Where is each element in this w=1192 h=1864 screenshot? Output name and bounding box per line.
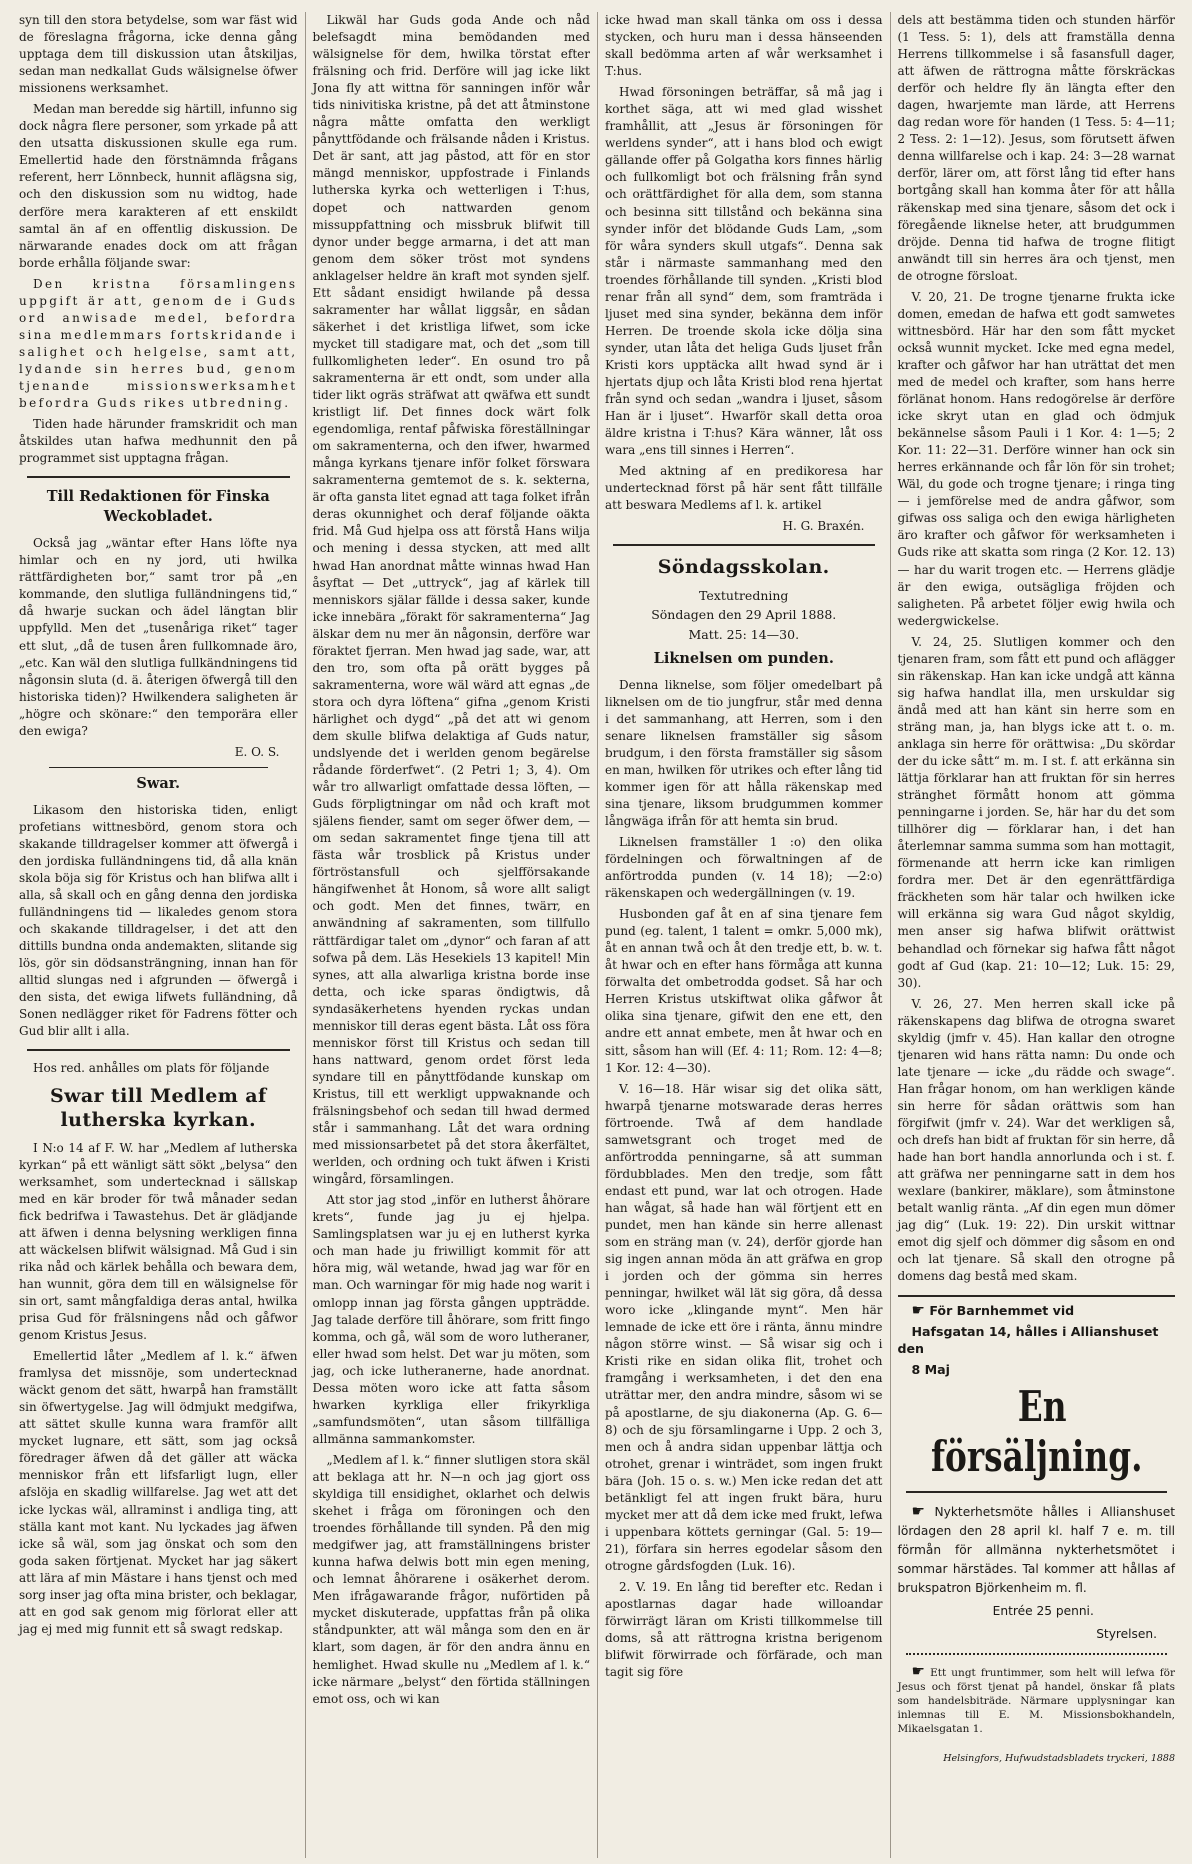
section-divider	[906, 1491, 1168, 1493]
column-2	[305, 12, 598, 1858]
section-divider	[27, 476, 290, 478]
section-heading: Swar till Medlem af lutherska kyrkan.	[49, 1084, 267, 1131]
pointing-hand-icon: ☛	[911, 1301, 925, 1320]
paragraph: Denna liknelse, som följer omedelbart på liknelsen om de tio jungfrur, står med denna i det sammanhang, att Herren, som i den senare liknelsen framställer sig såsom brudgum, i den första framställer sig såsom en man, hwilken för utrikes och efter lång tid kommer igen för att hålla räkenskap med sina tjenare, liksom brudgummen kommer långwäga ifrån för att hemta sin brud.	[605, 677, 883, 828]
paragraph: syn till den stora betydelse, som war fäst wid de föreslagna frågorna, icke denna gång upptaga dem till diskussion utan åtskiljas, sedan man nedkallat Guds wälsignelse öfwer missionens werksamhet.	[19, 13, 298, 96]
paragraph: V. 24, 25. Slutligen kommer och den tjenaren fram, som fått ett pund och aflägger sin räkenskap. Han kan icke undgå att känna sig hafwa handlat illa, men urskuldar sig ändå med att han känt sin herre som en sträng man, ja, han blygs icke att t. o. m. anklaga sin herre för orättwisa: „Du skördar der du icke sått“ m. m. I st. f. att erkänna sin lättja förklarar han att fruktan för sin herres stränghet förmått honom att gömma penningarne i jorden. Se, här har du det som tillhörer dig — förklarar han, i det han återlemnar samma summa som han mottagit, förmenande att herrn icke kan rimligen fordra mer. Det är den egenrättfärdiga fräckheten som här talar och hwilken icke will erkänna sig wara Gud något skyldig, men anser sig hafwa blifwit orättwist behandlad och förnekar sig hafwa fått något godt af Gud (kap. 21: 10—12; Luk. 15: 29, 30).	[897, 634, 1175, 990]
letter-text: Också jag „wäntar efter Hans löfte nya himlar och en ny jord, uti hwilka rättfärdigheten bor,“ samt tror på „en kommande, den slutliga fulländningens tid,“ då hwarje suckan och ädel längtan blir uppfylld. Men det „tusenåriga riket“ tager ett slut, „då de tusen åren fullkomnade äro, „etc. Kan wäl den slutliga fullkändningens tid någonsin sluta (d. ä. återigen öfwergå till den historiska tiden)? Hwilkendera saligheten är „högre och skönare:“ den temporära eller den ewiga?	[19, 536, 298, 738]
section-heading: Söndagsskolan.	[657, 556, 830, 579]
resolution-text: Den kristna församlingens uppgift är att, genom de i Guds ord anwisade medel, befordra sina medlemmars fortskridande i salighet och helgelse, samt att, lydande sin herres bud, genom tjenande missionswerksamhet befordra Guds rikes utbredning.	[19, 276, 298, 411]
meeting-body: Nykterhetsmöte hålles i Allianshuset lördagen den 28 april kl. half 7 e. m. till förmån för allmänna nykterhetsmötet i sommar härstädes. Tal kommer att hållas af brukspatron Björkenheim m. fl.	[897, 1505, 1175, 1596]
dotted-divider	[906, 1653, 1168, 1655]
column-1	[12, 12, 305, 1858]
ad-line: Hafsgatan 14, hålles i Allianshuset den	[897, 1324, 1159, 1357]
scripture-reference: Matt. 25: 14—30.	[688, 626, 800, 642]
paragraph: Liknelsen framställer 1 :o) den olika fördelningen och förwaltningen af de anförtrodda punden (v. 14 18); —2:o) räkenskapen och wedergällningen (v. 19.	[605, 834, 883, 901]
section-heading: Till Redaktionen för Finska Weckobladet.	[46, 488, 270, 526]
date-line: Söndagen den 29 April 1888.	[651, 607, 837, 623]
pointing-hand-icon: ☛	[911, 1502, 925, 1521]
paragraph: Att stor jag stod „inför en lutherst åhörare krets“, funde jag ju ej hjelpa. Samlingsplatsen war ju ej en lutherst kyrka och man hade ju friwilligt kommit för att höra mig, wäl wetande, hwad jag war för en man. Och warningar för mig hade nog warit i omlopp innan jag första gången uppträdde. Jag talade derföre till åhörare, som fritt fingo komma, och gå, wäl som de woro lutheraner, eller hwad som helst. Det war ju möten, som jag, och icke lutheranerne, hade anordnat. Dessa möten woro icke att fatta såsom hwarken kyrkliga eller frikyrkliga „samfundsmöten“, utan såsom tillfälliga allmänna sammankomster.	[312, 1193, 590, 1446]
paragraph: V. 20, 21. De trogne tjenarne frukta icke domen, emedan de hafwa ett godt samwetes wittnesbörd. Här har den som fått mycket också wunnit mycket. Icke med egna medel, krafter och gåfwor har han uträttat det men med de medel och krafter, som hans herre förlänat honom. Hans redogörelse är derföre icke skryt utan en glad och ödmjuk bekännelse såsom Pauli i 1 Kor. 4: 1—5; 2 Kor. 11: 22—31. Derföre winner han ock sin herres erkännande och får lön för sin trohet; Wäl, du gode och trogne tjenare; i ringa ting — i jemförelse med de andra gåfwor, som gifwas oss saliga och den ewiga härligheten äro krafter och gåfwor för werksamheten i Guds rike att skatta som ringa (2 Kor. 12. 13) — har du warit trogen etc. — Herrens glädje är den ewiga, outsägliga fröjden och saligheten. På arbetet följer ewig hwila och wedergwickelse.	[897, 289, 1175, 628]
pointing-hand-icon: ☛	[911, 1662, 925, 1681]
paragraph: V. 26, 27. Men herren skall icke på räkenskapens dag blifwa de otrogna swaret skyldig (jmfr v. 45). Han kallar den otrogne tjenaren wid hans rätta namn: Du onde och late tjenare — icke „du rädde och swage“. Han frågar honom, om han werkligen kände sin herre för sådan orättwis som han förgifwit (jmfr v. 24). War det werkligen så, och drefs han bidt af fruktan för sin herre, då hade han bort handla annorlunda och i st. f. att gräfwa ner penningarne satt in dem hos wexlare (bankirer, mäklare), som åtminstone betalt wanlig ränta. „Af din egen mun dömer jag dig“ (Luk. 19: 22). Din urskit wittnar emot dig sjelf och dömmer dig såsom en ond och lat tjenare. Så skall den otrogne på domens dag bestå med skam.	[897, 996, 1175, 1284]
paragraph: Husbonden gaf åt en af sina tjenare fem pund (eg. talent, 1 talent = omkr. 5,000 mk), åt en annan twå och åt den tredje ett, b. w. t. åt hwar och en efter hans förmåga att kunna förwalta det ombetrodda godset. Så har och Herren Kristus utskiftwat olika gåfwor åt olika sina tjenare, gifwit den ene ett, den andre ett annat embete, men åt hwar och en sitt, såsom han will (Ef. 4: 11; Rom. 12: 4—8; 1 Kor. 12: 4—30).	[605, 907, 883, 1075]
paragraph: Likwäl har Guds goda Ande och nåd belefsagdt mina bemödanden med wälsignelse för dem, hwilka törstat efter frälsning och frid. Derföre will jag icke likt Jona fly att wittna för sanningen inför wår tids ninivitiska kristne, på det att åtminstone några måtte omfatta den werkligt pånyttfödande och frälsande nåden i Kristus. Det är sant, att jag påstod, att för en stor mängd menniskor, uppfostrade i Finlands lutherska kyrka och wetterligen i T:hus, dopet och nattwarden genom missuppfattning och missbruk blifwit till dynor under begge armarna, i det att man genom dem söker tröst mot syndens anklagelser heldre än kraft mot synden sjelf. Ett sådant ensidigt hwilande på dessa sakramenter har wållat liggsår, en sådan säkerhet i det kristliga lifwet, som icke mycket till stadigare mat, och det „som till fullkomligheten leder“. En osund tro på sakramenterna är ett ondt, som under alla tider likt ogräs sträfwat att qwäfwa ett sundt kristligt lif. Det finnes dock wärt folk egendomliga, rentaf påfwiska föreställningar om sakramenterna, och den ifwer, hwarmed många kyrkans tjenare inför folket förswara sakramenterna gemtemot de s. k. sekterna, är ofta gansta litet egnad att taga folket ifrån deras okunnighet och deraf följande oäkta frid. Må Gud hjelpa oss att förstå Hans wilja och mening i dessa stycken, att med allt hwad Han anordnat måtte winnas hwad Han åsyftat — Det „uttryck“, jag af kärlek till menniskors själar fällde i dessa saker, kunde icke innebära „förakt för sakramenterna“ Jag älskar dem nu mer än någonsin, derföre war föraktet fjerran. Men hwad jag sade, war, att den tro, som ofta på orätt bygges på sakramenterna, wore wäl wärd att egnas „de stora och dyra löftena“ gifna „genom Kristi härlighet och dygd“ „på det att wi genom dem skulle blifwa delaktiga af Guds natur, undslyende det i werlden genom begärelse rådande förderfwet“. (2 Petri 1; 3, 4). Om wår tro allwarligt omfattade dessa löften, — Guds förpligtningar om nåd och kraft mot själens fiender, samt om seger öfwer dem, — om sedan sakramentet finge tjena till att fästa wår trosblick på Kristus under förtröstansfull och sjelfförsakande hängifwenhet åt Honom, så wore allt saligt och godt. Men det finnes, twärr, en anwändning af sakramenten, som tillfullo rättfärdigar talet om „dynor“ och faran af att sofwa på dem. Läs Hesekiels 13 kapitel! Min synes, att alla alwarliga kristna borde inse detta, och icke sparas öndigtwis, då syndasäkerhetens hyenden ryckas undan menniskor till deras egent bästa. Låt oss föra menniskor först till Kristus och sedan till hans nattward, genom ordet först leda syndare till en pånyttfödande kunskap om Kristus, till ett werkligt uppwaknande och frälsningsbehof och sedan till hwad dermed står i sammanhang. Låt det wara ordning med missionsarbetet på det stora åkerfältet, werlden, och ordning och tukt äfwen i Kristi wingård, församlingen.	[312, 13, 590, 1187]
small-ad-body: Ett ungt fruntimmer, som helt will lefwa för Jesus och först tjenat på handel, önskar få plats som handelsbiträde. Närmare upplysningar kan inlemnas till E. M. Missionsbokhandeln, Mikaelsgatan 1.	[897, 1667, 1175, 1736]
paragraph: V. 16—18. Här wisar sig det olika sätt, hwarpå tjenarne motswarade deras herres förtroende. Twå af dem handlade samwetsgrant och troget med de anförtrodda penningarne, så att summan fördubblades. Men den tredje, som fått endast ett pund, war lat och otrogen. Hade han wågat, så hade han wäl förtjent ett en pundet, men han kände sin herre allenast som en sträng man (v. 24), derför gjorde han sig ingen annan möda än att gräfwa en grop i jorden och der gömma sin herres penningar, hwilket wäl lät sig göra, då dessa woro icke „klingande mynt“. Men här lemnade de icke ett öre i ränta, ännu mindre någon större winst. — Så wisar sig och i Kristi rike en sidan olika flit, trohet och framgång i werksamheten, i det den ena uträttar mer, den andra mindre, såsom wi se på apostlarne, de sju diakonerna (Ap. G. 6—8) och de sju församlingarne i Upp. 2 och 3, men och å andra sidan uppenbar lättja och otrohet, grenar i winträdet, som ingen frukt bära (Joh. 15 o. s. w.) Men icke redan det att betänkligt fel att ingen frukt bära, huru mycket mer att då dem icke med frukt, lefwa i uppenbara köttets gerningar (Gal. 5: 19—21), förfara sin herres egodelar såsom den otrogne gårdsfogden (Luk. 16).	[605, 1081, 883, 1573]
subheading: Textutredning	[699, 588, 789, 604]
answer-text: Likasom den historiska tiden, enligt profetians wittnesbörd, genom stora och skakande tilldragelser kommer att öfwergå i den jordiska fulländningens tid, då alla knän skola böja sig för Kristus och han blifwa allt i alla, så skall och en gång denna den jordiska fulländningens tid — likaledes genom stora och skakande tilldragelser, i det att den dittills bundna onda andemakten, slitande sig lös, gör sin dödsansträngning, innan han för alltid slungas ned i afgrunden — öfwergå i den sista, det ewiga lifwets fulländning, då Sonen nedlägger riket för Fadrens fötter och Gud blir allt i alla.	[19, 802, 298, 1039]
advertisement-bazaar	[898, 1295, 1176, 1482]
section-divider	[27, 1049, 290, 1051]
paragraph: I N:o 14 af F. W. har „Medlem af lutherska kyrkan“ på ett wänligt sätt sökt „belysa“ den werksamhet, som undertecknad i sällskap med en kär broder för twå månader sedan fick bedrifwa i Tawastehus. Det är glädjande att äfwen i denna belysning werkligen finna att wäckelsen blifwit wälsignad. Må Gud i sin rika nåd och kärlek behålla och bewara dem, han wunnit, göra dem till en wälsignelse för sin ort, samt mångfaldiga deras antal, hwilka prisa Gud för frälsningens nåd och gåfwor genom Kristus Jesus.	[19, 1140, 298, 1343]
ad-headline: En försäljning.	[930, 1382, 1143, 1482]
paragraph: icke hwad man skall tänka om oss i dessa stycken, och huru man i dessa hänseenden skall bedömma arten af wår werksamhet i T:hus.	[605, 13, 883, 79]
notice-text: Hos red. anhålles om plats för följande	[33, 1061, 270, 1076]
paragraph: 2. V. 19. En lång tid berefter etc. Redan i apostlarnas dagar hade willoandar förwirrägt läran om Kristi tillkommelse till doms, så att rättrogna kristna berigenom blifwit förwirrade och förfärade, och man tagit sig före	[605, 1579, 883, 1680]
short-divider	[49, 767, 268, 768]
signature: E. O. S.	[234, 744, 280, 759]
paragraph: Med aktning af en predikoresa har undertecknad först på här sent fått tillfälle att beswara Medlems af l. k. artikel	[605, 464, 883, 513]
paragraph: Medan man beredde sig härtill, infunno sig dock några flere personer, som yrkade på att den utsatta diskussionen skulle ega rum. Emellertid hade den förstnämnda frågans referent, herr Lönnbeck, hunnit aflägsna sig, och den diskussion som nu widtog, hade derföre mera karakteren af ett enskildt samtal än af en offentlig diskussion. De närwarande enades dock om att frågan borde erhålla följande swar:	[19, 102, 298, 270]
paragraph: „Medlem af l. k.“ finner slutligen stora skäl att beklaga att hr. N—n och jag gjort oss skyldiga till ensidighet, oklarhet och delwis skehet i fråga om föroningen och den troendes förhållande till synden. På den mig medgifwer jag, att framställningens brister kunna hafwa delwis bott min egen mening, och lemnat åhörarene i osäkerhet derom. Men ifrågawarande frågor, nuförtiden på mycket diskuterade, uppfattas från på olika ståndpunkter, att wäl många som den en är klart, som dagen, är för den andra ännu en hemlighet. Hwad skulle nu „Medlem af l. k.“ icke närmare „belyst“ den förtida ställningen emot oss, och wi kan	[312, 1452, 590, 1706]
column-3	[597, 12, 890, 1858]
ad-line	[898, 1302, 1176, 1319]
paragraph: Tiden hade härunder framskridit och man åtskildes utan hafwa medhunnit den på programmet sist upptagna frågan.	[19, 417, 298, 466]
advertisement-position-wanted	[898, 1664, 1176, 1736]
signature: H. G. Braxén.	[782, 519, 865, 534]
small-ad-text	[898, 1664, 1176, 1736]
ad-line: 8 Maj	[911, 1362, 950, 1378]
printer-imprint: Helsingfors, Hufwudstadsbladets tryckeri, 1888	[943, 1753, 1175, 1765]
column-4	[890, 12, 1183, 1858]
section-divider	[613, 544, 875, 546]
ad-line-text: För Barnhemmet vid	[929, 1303, 1075, 1319]
organizer-signature: Styrelsen.	[1096, 1627, 1157, 1642]
meeting-text	[898, 1502, 1176, 1598]
advertisement-meeting	[898, 1502, 1176, 1644]
lesson-title: Liknelsen om punden.	[653, 649, 834, 667]
paragraph: Hwad försoningen beträffar, så må jag i korthet säga, att wi med glad wisshet framhållit, att „Jesus är försoningen för werldens synder“, att i hans blod och ewigt gällande offer på Golgatha kors finnes härlig och fullkomligt bot och frälsning från synd och orättfärdighet för alla dem, som stanna och besinna sitt tillstånd och bekänna sina synder inför det blödande Guds Lam, „som för wåra synders skull utgafs“. Denna sak står i närmaste sammanhang med den troendes förhållande till synden. „Kristi blod renar från all synd“ dem, som framträda i ljuset med sina synder, bekänna dem inför Herren. De troende skola icke dölja sina synder, utan låta det heliga Guds ljuset från Kristi kors upptäcka allt hwad synd är i hjertats djup och låta Kristi blod rena hjertat från synd och sedan „wandra i ljuset, såsom Han är i ljuset“. Hwarför skall detta oroa äldre kristna i T:hus? Kära wänner, låt oss wara „ens till sinnes i Herren“.	[605, 85, 883, 458]
answer-heading: Swar.	[136, 774, 181, 792]
paragraph: dels att bestämma tiden och stunden härför (1 Tess. 5: 1), dels att framställa denna Herrens tillkommelse i så fasansfull dager, att äfwen de rättrogna måtte förskräckas derför och heldre fly än längta efter den dagen, hwarjemte man lärde, att Herrens dag redan wore för handen (1 Tess. 5: 4—11; 2 Tess. 2: 1—12). Jesus, som förutsett äfwen denna willfarelse och i kap. 24: 3—28 warnat derför, lärer om, att först lång tid efter hans bortgång skall han komma åter för att hålla räkenskap med sina tjenare, såsom det ock i föregående liknelse heter, att brudgummen dröjde. Denna tid hafwa de trogne flitigt anwändt till sin herres ära och tjenst, men de otrogne försloat.	[897, 13, 1175, 283]
entrance-fee: Entrée 25 penni.	[992, 1604, 1094, 1619]
paragraph: Emellertid låter „Medlem af l. k.“ äfwen framlysa det missnöje, som undertecknad wäckt genom det sätt, hwarpå han framställt sin öfwertygelse. Jag will ödmjukt medgifwa, att sättet skulle kunna wara framför allt mycket lugnare, ett sätt, som jag också föredrager äfwen då det gäller att wäcka menniskor från ett lifsfarligt lugn, eller afslöja en skadlig willfarelse. Jag wet att det icke lyckas wäl, allraminst i andliga ting, att ställa kant mot kant. Nu lyckades jag äfwen icke så wäl, som jag önskat och som den goda saken förtjenat. Mycket har jag säkert att lära af min Mästare i hans tjenst och med sorg inser jag ofta mina brister, och beklagar, att en god sak genom mig förlorat eller att jag ej med mig funnit ett så swagt redskap.	[19, 1349, 298, 1636]
